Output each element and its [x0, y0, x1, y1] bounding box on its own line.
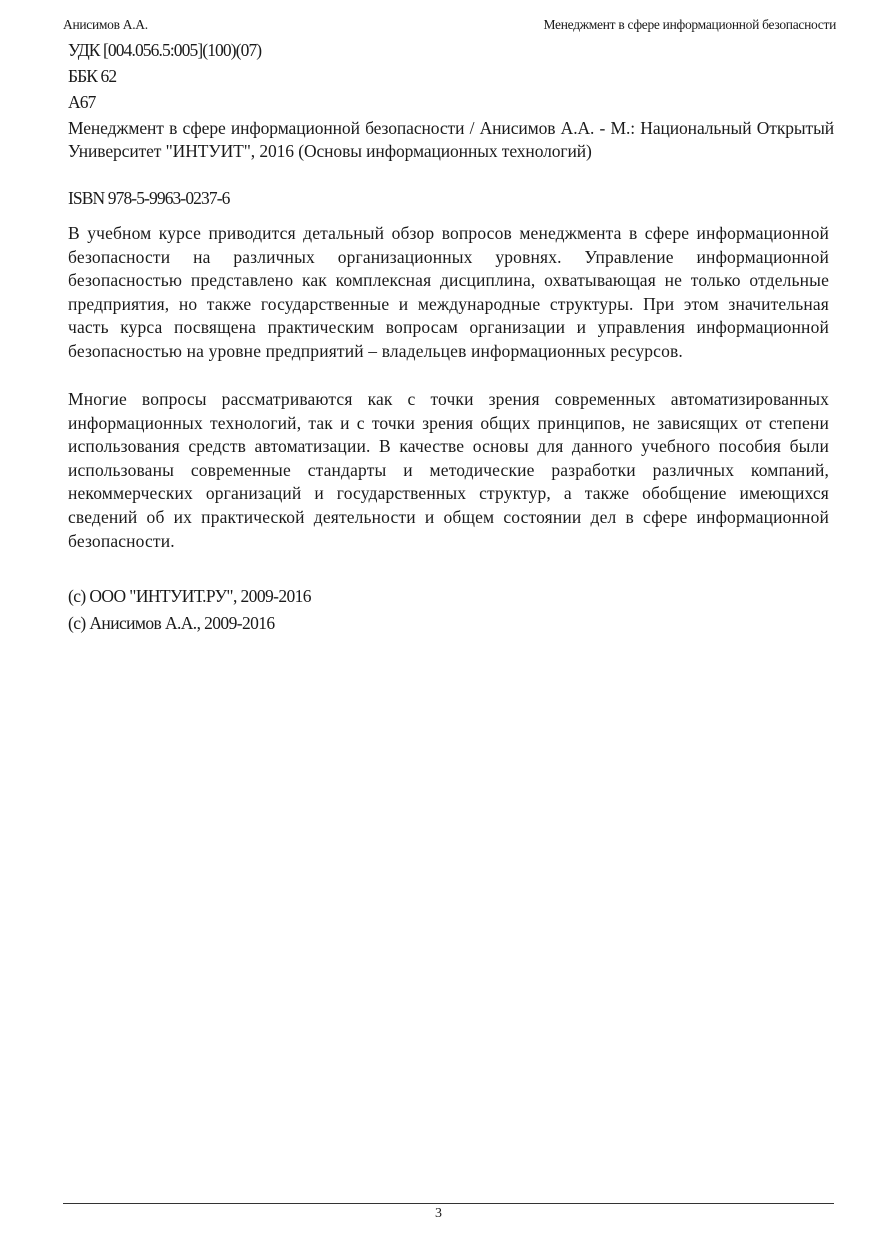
copyright-publisher: (c) ООО "ИНТУИТ.РУ", 2009-2016 [68, 586, 311, 606]
abstract-paragraph-2: Многие вопросы рассматриваются как с точки зрения современных автоматизированных информационных технологий, так и с точки зрения общих принципов, не зависящих от степени использования средств автоматизации. В качестве основы для данного учебного пособия были использованы современные стандарты и методические разработки различных компаний, некоммерческих организаций и государственных структур, а также обобщение имеющихся сведений об их практической деятельности и общем состоянии дел в сфере информационной безопасности. [68, 389, 829, 551]
isbn: ISBN 978-5-9963-0237-6 [68, 188, 230, 208]
bibliographic-citation: Менеджмент в сфере информационной безопасности / Анисимов А.А. - М.: Национальный Открытый Университет "ИНТУИТ", 2016 (Основы информационных технологий) [68, 118, 834, 161]
running-header [63, 17, 836, 37]
header-book-title: Менеджмент в сфере информационной безопасности [543, 17, 836, 32]
footer-divider [63, 1203, 834, 1204]
header-author: Анисимов А.А. [63, 17, 148, 32]
page-number: 3 [435, 1206, 442, 1221]
udk-code: УДК [004.056.5:005](100)(07) [68, 40, 262, 60]
abstract-paragraph-1: В учебном курсе приводится детальный обзор вопросов менеджмента в сфере информационной безопасности на различных организационных уровнях. Управление информационной безопасностью представлено как комплексная дисциплина, охватывающая не только отдельные предприятия, но также государственные и международные структуры. При этом значительная часть курса посвящена практическим вопросам организации и управления информационной безопасностью на уровне предприятий – владельцев информационных ресурсов. [68, 223, 829, 361]
copyright-author: (c) Анисимов А.А., 2009-2016 [68, 613, 275, 633]
bbk-code: ББК 62 [68, 66, 117, 86]
author-code: А67 [68, 92, 96, 112]
